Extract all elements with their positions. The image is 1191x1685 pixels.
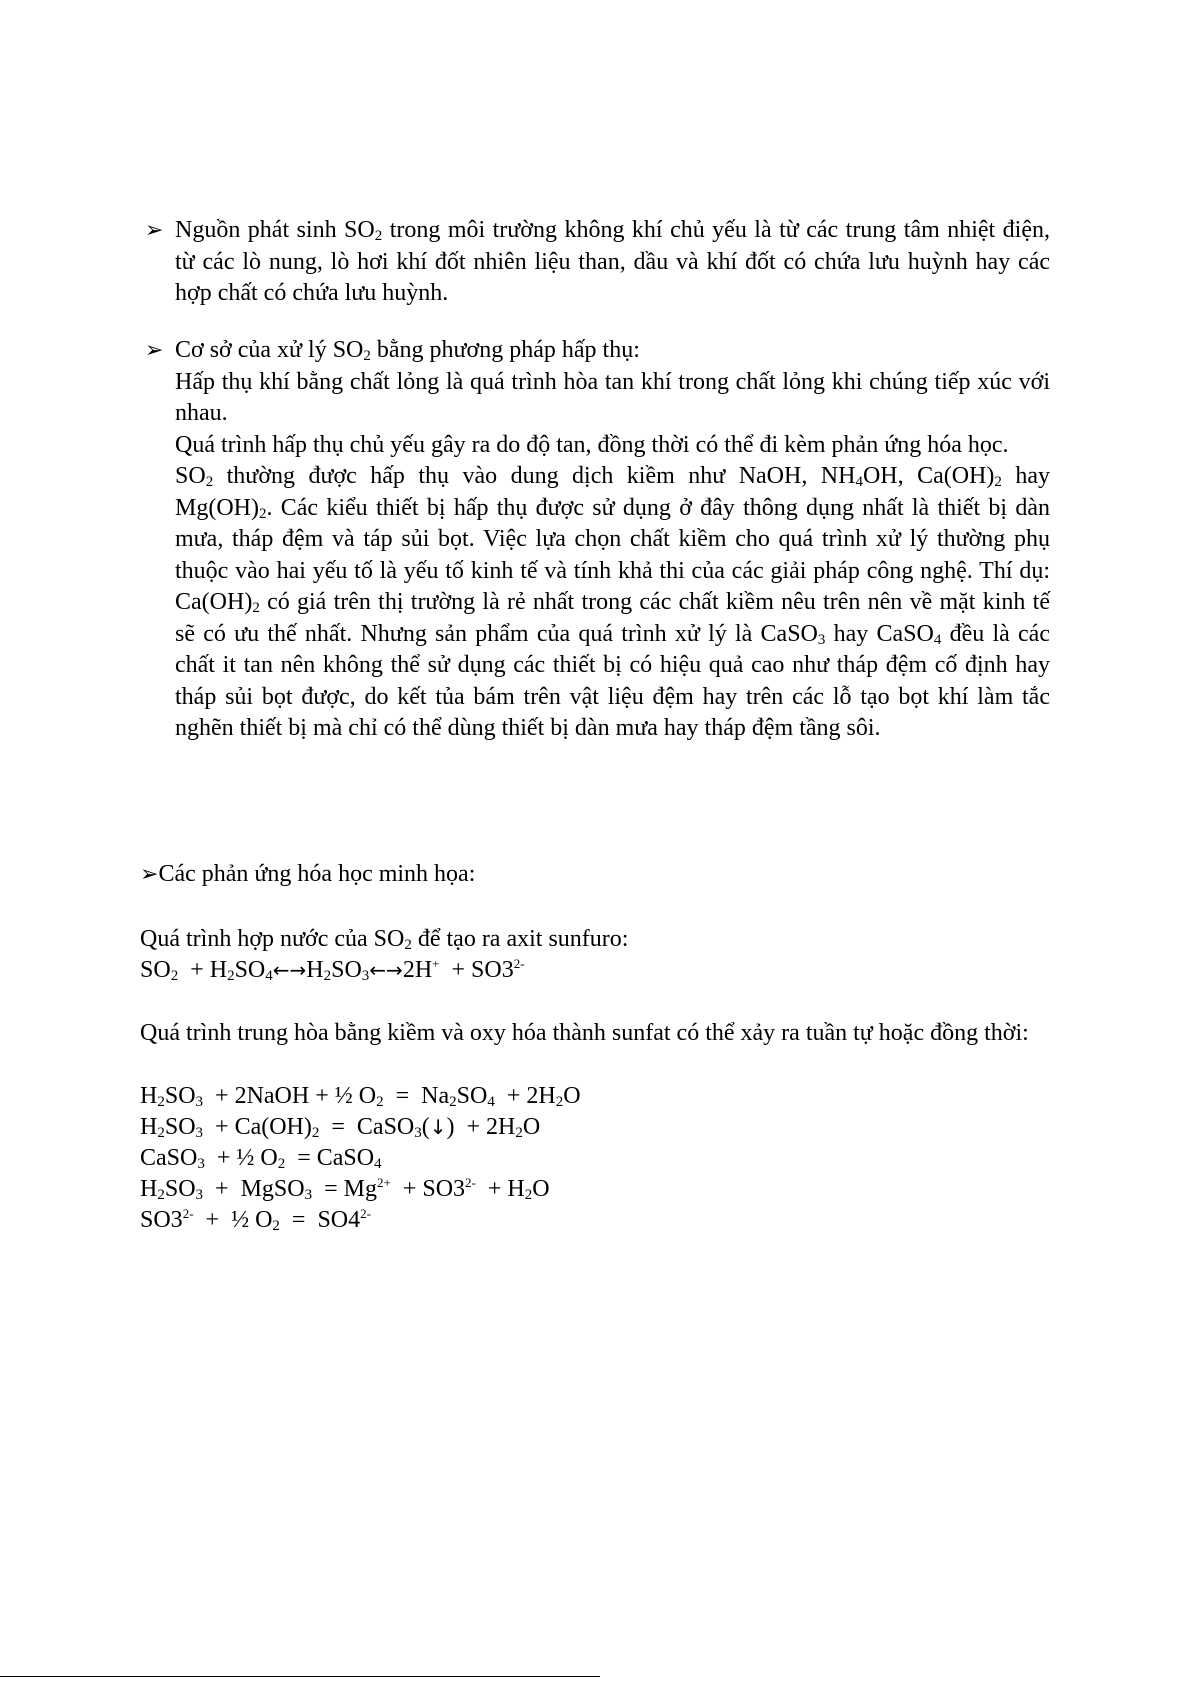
equation-5: $SO3^{2-}$ + ½ $O_2 = SO4^{2-}$ bbox=[140, 1206, 371, 1234]
paragraph: $SO_2$ thường được hấp thụ vào dung dịch kiềm như NaOH, $NH_4OH$, $Ca(OH)_2$ hay $Mg(OH)_2$. Các kiểu thiết bị hấp thụ được sử dụng ở đây thông dụng nhất là thiết bị dàn mưa, tháp đệm và táp sủi bọt. Việc lựa chọn chất kiềm cho quá trình xử lý thường phụ thuộc vào hai yếu tố là yếu tố kinh tế và tính khả thi của các giải pháp công nghệ. Thí dụ: $Ca(OH)_2$ có giá trên thị trường là rẻ nhất trong các chất kiềm nêu trên nên về mặt kinh tế sẽ có ưu thế nhất. Nhưng sản phẩm của quá trình xử lý là CaSO$_3$ hay CaSO$_4$ đều là các chất it tan nên không thể sử dụng các thiết bị có hiệu quả cao như tháp đệm cố định hay tháp sủi bọt được, do kết tủa bám trên vật liệu đệm hay trên các lỗ tạo bọt khí làm tắc nghẽn thiết bị mà chỉ có thể dùng thiết bị dàn mưa hay tháp đệm tầng sôi. bbox=[175, 463, 1050, 741]
equation-4: $H_2SO_3$ + MgSO$_3$ = $Mg^{2+} + SO3^{2-} + H_2O$ bbox=[140, 1175, 550, 1203]
reversible-arrow-icon: ←→ bbox=[369, 958, 403, 982]
bullet-heading: Cơ sở của xử lý $SO_2$ bằng phương pháp hấp thụ: bbox=[175, 337, 640, 364]
bullet-text: Nguồn phát $\sinh SO_2$ trong môi trường không khí chủ yếu là từ các trung tâm nhiệt điện, từ các lò nung, lò hơi khí đốt nhiên liệu than, dầu và khí đốt có chứa lưu huỳnh hay các hợp chất có chứa lưu huỳnh. bbox=[175, 217, 1050, 306]
footer-rule bbox=[0, 1676, 600, 1677]
bullet-absorption-basis bbox=[145, 335, 1050, 745]
equation-3: CaSO$_3$ + ½ $O_2$ = CaSO$_4$ bbox=[140, 1145, 382, 1172]
equation-1: $H_2SO_3$ + 2NaOH + ½ $O_2 = Na_2SO_4 + 2H_2O$ bbox=[140, 1083, 581, 1110]
bullet-so2-sources bbox=[145, 215, 1050, 310]
hydration-equation: $SO_2$ + $H_2SO_4\leftarrow\to H_2SO_3\leftarrow\to 2H^+ + SO3^{2-}$ bbox=[140, 956, 525, 984]
bullet-text bbox=[175, 335, 1050, 745]
arrow-bullet-icon: ➢ bbox=[145, 338, 164, 363]
neutralization-intro: Quá trình trung hòa bằng kiềm và oxy hóa thành sunfat có thể xảy ra tuần tự hoặc đồng thời: bbox=[140, 1020, 1029, 1046]
precipitate-arrow-icon: ↓ bbox=[429, 1115, 447, 1139]
bullet-reactions-heading: ➢Các phản ứng hóa học minh họa: bbox=[140, 861, 476, 887]
paragraph: Hấp thụ khí bằng chất lỏng là quá trình hòa tan khí trong chất lỏng khi chúng tiếp xúc với nhau. bbox=[175, 368, 1050, 426]
hydration-intro: Quá trình hợp nước của $SO_2$ để tạo ra axit sunfuro: bbox=[140, 926, 629, 953]
paragraph: Quá trình hấp thụ chủ yếu gây ra do độ tan, đồng thời có thể đi kèm phản ứng hóa học. bbox=[175, 431, 1009, 458]
arrow-bullet-icon: ➢ bbox=[145, 218, 164, 243]
arrow-bullet-icon: ➢ bbox=[140, 862, 159, 887]
reversible-arrow-icon: ←→ bbox=[272, 958, 307, 982]
equation-2: $H_2SO_3 + Ca(OH)_2$ = CaSO$_3$(↓) + $2H_2O$ bbox=[140, 1114, 541, 1141]
